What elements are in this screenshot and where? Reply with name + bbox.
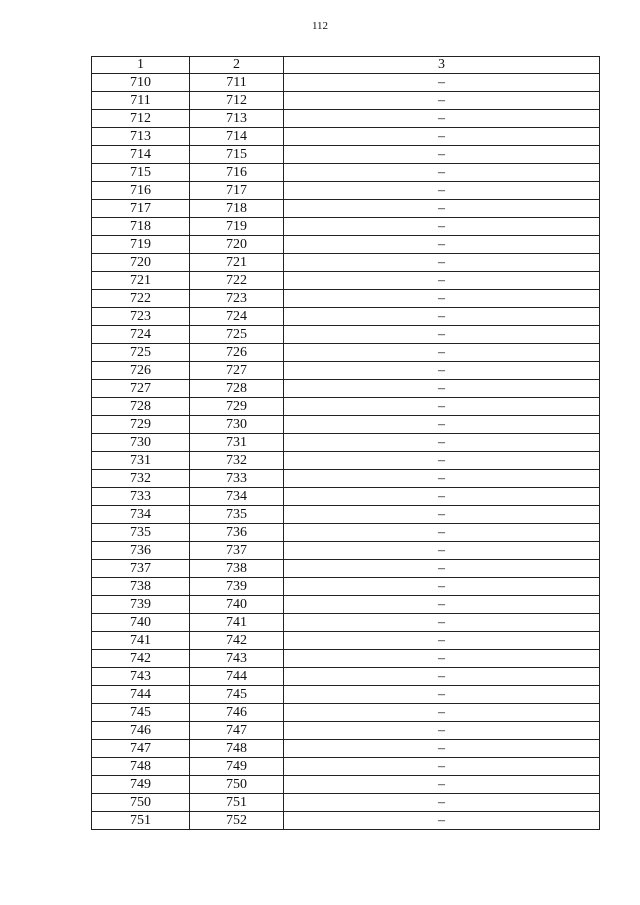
table-cell-col-3: – xyxy=(284,632,600,650)
table-cell-col-1: 725 xyxy=(92,344,190,362)
table-cell-col-3: – xyxy=(284,200,600,218)
table-cell-col-2: 722 xyxy=(190,272,284,290)
table-cell-col-1: 745 xyxy=(92,704,190,722)
table-cell-col-1: 722 xyxy=(92,290,190,308)
header-col-1: 1 xyxy=(92,57,190,74)
table-cell-col-3: – xyxy=(284,344,600,362)
table-cell-col-3: – xyxy=(284,650,600,668)
table-cell-col-2: 732 xyxy=(190,452,284,470)
table-cell-col-1: 715 xyxy=(92,164,190,182)
page-number: 112 xyxy=(311,20,329,32)
table-cell-col-3: – xyxy=(284,236,600,254)
table-row xyxy=(92,740,600,758)
table-cell-col-2: 723 xyxy=(190,290,284,308)
table-cell-col-1: 748 xyxy=(92,758,190,776)
table-cell-col-3: – xyxy=(284,812,600,830)
table-cell-col-1: 710 xyxy=(92,74,190,92)
table-cell-col-2: 752 xyxy=(190,812,284,830)
table-cell-col-2: 725 xyxy=(190,326,284,344)
table-row xyxy=(92,380,600,398)
table-cell-col-1: 742 xyxy=(92,650,190,668)
table-cell-col-1: 749 xyxy=(92,776,190,794)
table-cell-col-1: 737 xyxy=(92,560,190,578)
table-cell-col-3: – xyxy=(284,74,600,92)
table-cell-col-3: – xyxy=(284,290,600,308)
table-cell-col-3: – xyxy=(284,794,600,812)
table-cell-col-2: 727 xyxy=(190,362,284,380)
table-row xyxy=(92,596,600,614)
table-cell-col-1: 721 xyxy=(92,272,190,290)
table-cell-col-1: 734 xyxy=(92,506,190,524)
table-cell-col-3: – xyxy=(284,758,600,776)
table-cell-col-3: – xyxy=(284,164,600,182)
table-cell-col-3: – xyxy=(284,110,600,128)
table-cell-col-3: – xyxy=(284,704,600,722)
table-row xyxy=(92,218,600,236)
table-row xyxy=(92,686,600,704)
table-cell-col-2: 729 xyxy=(190,398,284,416)
table-row xyxy=(92,416,600,434)
table-row xyxy=(92,272,600,290)
table-row xyxy=(92,290,600,308)
table-cell-col-1: 744 xyxy=(92,686,190,704)
table-body xyxy=(92,74,600,830)
table-cell-col-1: 712 xyxy=(92,110,190,128)
table-cell-col-1: 741 xyxy=(92,632,190,650)
table-row xyxy=(92,542,600,560)
table-cell-col-1: 716 xyxy=(92,182,190,200)
table-cell-col-2: 730 xyxy=(190,416,284,434)
table-cell-col-2: 724 xyxy=(190,308,284,326)
table-row xyxy=(92,74,600,92)
table-cell-col-1: 723 xyxy=(92,308,190,326)
table-cell-col-1: 713 xyxy=(92,128,190,146)
table-cell-col-2: 734 xyxy=(190,488,284,506)
table-row xyxy=(92,650,600,668)
table-cell-col-2: 738 xyxy=(190,560,284,578)
table-cell-col-2: 743 xyxy=(190,650,284,668)
table-cell-col-2: 713 xyxy=(190,110,284,128)
table-row xyxy=(92,722,600,740)
table-cell-col-1: 738 xyxy=(92,578,190,596)
table-row xyxy=(92,398,600,416)
table-cell-col-2: 747 xyxy=(190,722,284,740)
table-cell-col-2: 720 xyxy=(190,236,284,254)
table-row xyxy=(92,812,600,830)
table-row xyxy=(92,758,600,776)
table-cell-col-2: 740 xyxy=(190,596,284,614)
table-cell-col-2: 731 xyxy=(190,434,284,452)
table-row xyxy=(92,488,600,506)
table-row xyxy=(92,632,600,650)
table-cell-col-3: – xyxy=(284,398,600,416)
table-cell-col-2: 711 xyxy=(190,74,284,92)
table-cell-col-1: 729 xyxy=(92,416,190,434)
table-cell-col-3: – xyxy=(284,506,600,524)
table-row xyxy=(92,776,600,794)
table-row xyxy=(92,344,600,362)
table-cell-col-2: 751 xyxy=(190,794,284,812)
table-row xyxy=(92,92,600,110)
table-cell-col-2: 745 xyxy=(190,686,284,704)
header-col-3: 3 xyxy=(284,57,600,74)
table-row xyxy=(92,506,600,524)
table-cell-col-3: – xyxy=(284,146,600,164)
table-row xyxy=(92,128,600,146)
table-cell-col-2: 717 xyxy=(190,182,284,200)
table-row xyxy=(92,452,600,470)
table-cell-col-1: 717 xyxy=(92,200,190,218)
table-cell-col-3: – xyxy=(284,668,600,686)
table-cell-col-2: 736 xyxy=(190,524,284,542)
table-cell-col-3: – xyxy=(284,308,600,326)
table-row xyxy=(92,470,600,488)
table-row xyxy=(92,236,600,254)
table-cell-col-3: – xyxy=(284,416,600,434)
table-cell-col-2: 744 xyxy=(190,668,284,686)
table-cell-col-1: 743 xyxy=(92,668,190,686)
table-cell-col-2: 737 xyxy=(190,542,284,560)
table-cell-col-3: – xyxy=(284,740,600,758)
table-cell-col-3: – xyxy=(284,470,600,488)
table-cell-col-2: 719 xyxy=(190,218,284,236)
table-cell-col-1: 746 xyxy=(92,722,190,740)
table-cell-col-1: 750 xyxy=(92,794,190,812)
table-cell-col-2: 728 xyxy=(190,380,284,398)
table-cell-col-3: – xyxy=(284,596,600,614)
table-cell-col-1: 714 xyxy=(92,146,190,164)
table-cell-col-2: 741 xyxy=(190,614,284,632)
table-row xyxy=(92,164,600,182)
table-cell-col-1: 740 xyxy=(92,614,190,632)
table-cell-col-3: – xyxy=(284,182,600,200)
table-cell-col-1: 728 xyxy=(92,398,190,416)
table-cell-col-3: – xyxy=(284,542,600,560)
table-row xyxy=(92,614,600,632)
table-cell-col-1: 720 xyxy=(92,254,190,272)
header-col-2: 2 xyxy=(190,57,284,74)
table-cell-col-1: 724 xyxy=(92,326,190,344)
table-cell-col-1: 739 xyxy=(92,596,190,614)
table-cell-col-3: – xyxy=(284,272,600,290)
table-cell-col-2: 739 xyxy=(190,578,284,596)
table-cell-col-2: 712 xyxy=(190,92,284,110)
table-row xyxy=(92,110,600,128)
table-cell-col-1: 735 xyxy=(92,524,190,542)
table-row xyxy=(92,326,600,344)
table-row xyxy=(92,704,600,722)
table-cell-col-3: – xyxy=(284,362,600,380)
table-cell-col-1: 711 xyxy=(92,92,190,110)
table-cell-col-1: 731 xyxy=(92,452,190,470)
table-cell-col-3: – xyxy=(284,722,600,740)
table-cell-col-3: – xyxy=(284,326,600,344)
table-cell-col-2: 716 xyxy=(190,164,284,182)
table-cell-col-1: 733 xyxy=(92,488,190,506)
table-row xyxy=(92,668,600,686)
table-row xyxy=(92,794,600,812)
table-row xyxy=(92,182,600,200)
table-cell-col-3: – xyxy=(284,380,600,398)
table-cell-col-2: 726 xyxy=(190,344,284,362)
table-cell-col-1: 747 xyxy=(92,740,190,758)
table-cell-col-1: 732 xyxy=(92,470,190,488)
table-row xyxy=(92,578,600,596)
table-cell-col-3: – xyxy=(284,434,600,452)
table-row xyxy=(92,308,600,326)
table-cell-col-3: – xyxy=(284,452,600,470)
table-cell-col-3: – xyxy=(284,128,600,146)
header-row xyxy=(92,57,600,74)
table-row xyxy=(92,362,600,380)
table-cell-col-3: – xyxy=(284,254,600,272)
table-cell-col-2: 715 xyxy=(190,146,284,164)
table-cell-col-1: 736 xyxy=(92,542,190,560)
table-cell-col-3: – xyxy=(284,560,600,578)
table-header xyxy=(92,57,600,74)
table-cell-col-3: – xyxy=(284,686,600,704)
table-cell-col-1: 730 xyxy=(92,434,190,452)
table-cell-col-3: – xyxy=(284,488,600,506)
table-cell-col-2: 718 xyxy=(190,200,284,218)
table-cell-col-1: 727 xyxy=(92,380,190,398)
table-cell-col-1: 726 xyxy=(92,362,190,380)
table-cell-col-2: 742 xyxy=(190,632,284,650)
table-cell-col-1: 718 xyxy=(92,218,190,236)
table-cell-col-1: 751 xyxy=(92,812,190,830)
table-cell-col-2: 750 xyxy=(190,776,284,794)
data-table xyxy=(91,56,600,830)
table-cell-col-3: – xyxy=(284,92,600,110)
table-cell-col-2: 749 xyxy=(190,758,284,776)
table-cell-col-3: – xyxy=(284,776,600,794)
table-row xyxy=(92,434,600,452)
table-cell-col-2: 714 xyxy=(190,128,284,146)
table-row xyxy=(92,560,600,578)
table-row xyxy=(92,200,600,218)
table-row xyxy=(92,146,600,164)
table-cell-col-1: 719 xyxy=(92,236,190,254)
table-cell-col-2: 748 xyxy=(190,740,284,758)
table-cell-col-3: – xyxy=(284,578,600,596)
table-row xyxy=(92,524,600,542)
table-cell-col-2: 735 xyxy=(190,506,284,524)
table-cell-col-2: 733 xyxy=(190,470,284,488)
table-cell-col-3: – xyxy=(284,614,600,632)
table-row xyxy=(92,254,600,272)
table-cell-col-3: – xyxy=(284,218,600,236)
table-cell-col-2: 721 xyxy=(190,254,284,272)
table-cell-col-3: – xyxy=(284,524,600,542)
table-cell-col-2: 746 xyxy=(190,704,284,722)
